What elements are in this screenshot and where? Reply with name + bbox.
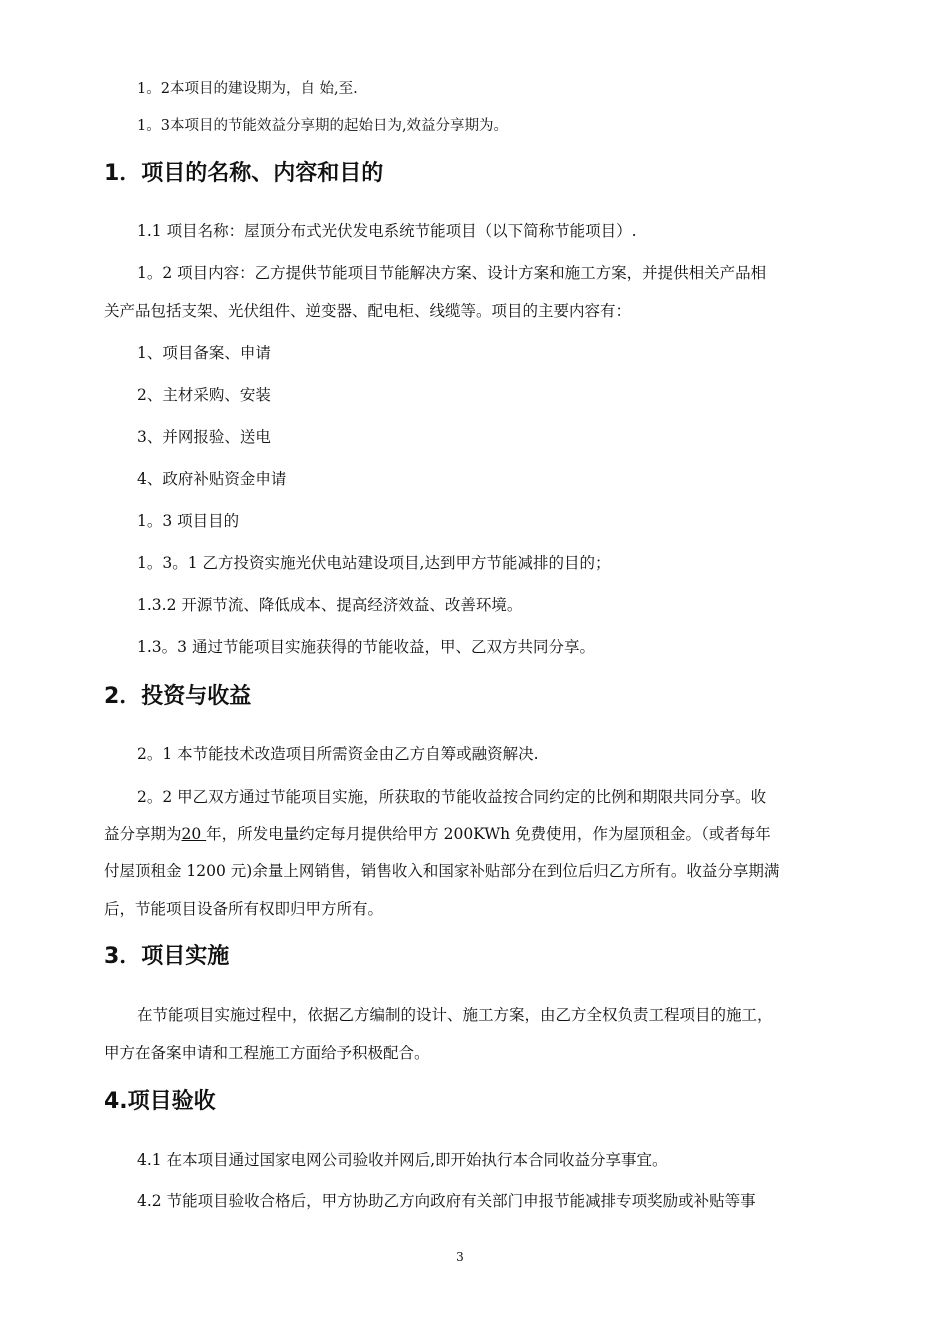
text-line: 1.3.2 开源节流、降低成本、提高经济效益、改善环境。 — [137, 596, 523, 614]
section-heading: 1．项目的名称、内容和目的 — [104, 161, 384, 186]
page-number: 3 — [456, 1250, 464, 1264]
text-line: 1。3。1 乙方投资实施光伏电站建设项目,达到甲方节能减排的目的； — [137, 554, 611, 572]
section-heading: 4.项目验收 — [104, 1089, 216, 1114]
text-span: 益分享期为 — [104, 825, 182, 843]
list-item: 3、并网报验、送电 — [137, 428, 271, 446]
text-line: 甲方在备案申请和工程施工方面给予积极配合。 — [104, 1044, 430, 1062]
list-item: 1、项目备案、申请 — [137, 344, 271, 362]
list-item: 4、政府补贴资金申请 — [137, 470, 287, 488]
text-line: 付屋顶租金 1200 元)余量上网销售，销售收入和国家补贴部分在到位后归乙方所有。收益分享期满 — [104, 862, 780, 880]
text-line: 1.3。3 通过节能项目实施获得的节能收益，甲、乙双方共同分享。 — [137, 638, 595, 656]
text-line: 1。3 项目目的 — [137, 512, 240, 530]
list-item: 2、主材采购、安装 — [137, 386, 271, 404]
section-heading: 2．投资与收益 — [104, 684, 252, 709]
text-line-with-underline — [104, 827, 771, 843]
text-line: 2。2 甲乙双方通过节能项目实施，所获取的节能收益按合同约定的比例和期限共同分享。收 — [137, 788, 767, 806]
text-line: 4.2 节能项目验收合格后，甲方协助乙方向政府有关部门申报节能减排专项奖励或补贴等事 — [137, 1192, 756, 1210]
text-line: 2。1 本节能技术改造项目所需资金由乙方自筹或融资解决. — [137, 745, 539, 763]
text-line: 后，节能项目设备所有权即归甲方所有。 — [104, 900, 384, 918]
text-span: 年，所发电量约定每月提供给甲方 200KWh 免费使用，作为屋顶租金。（或者每年 — [206, 825, 771, 843]
text-line: 1。3本项目的节能效益分享期的起始日为,效益分享期为。 — [137, 118, 509, 134]
section-heading: 3．项目实施 — [104, 944, 230, 969]
text-line: 1。2本项目的建设期为，自 始,至. — [137, 81, 358, 97]
text-line: 4.1 在本项目通过国家电网公司验收并网后,即开始执行本合同收益分享事宜。 — [137, 1151, 668, 1169]
text-line: 1.1 项目名称：屋顶分布式光伏发电系统节能项目（以下简称节能项目）. — [137, 222, 637, 240]
text-line: 关产品包括支架、光伏组件、逆变器、配电柜、线缆等。项目的主要内容有： — [104, 302, 632, 320]
text-line: 在节能项目实施过程中，依据乙方编制的设计、施工方案，由乙方全权负责工程项目的施工， — [137, 1006, 773, 1024]
underlined-value: 20 — [181, 825, 207, 843]
text-line: 1。2 项目内容：乙方提供节能项目节能解决方案、设计方案和施工方案，并提供相关产品相 — [137, 264, 767, 282]
